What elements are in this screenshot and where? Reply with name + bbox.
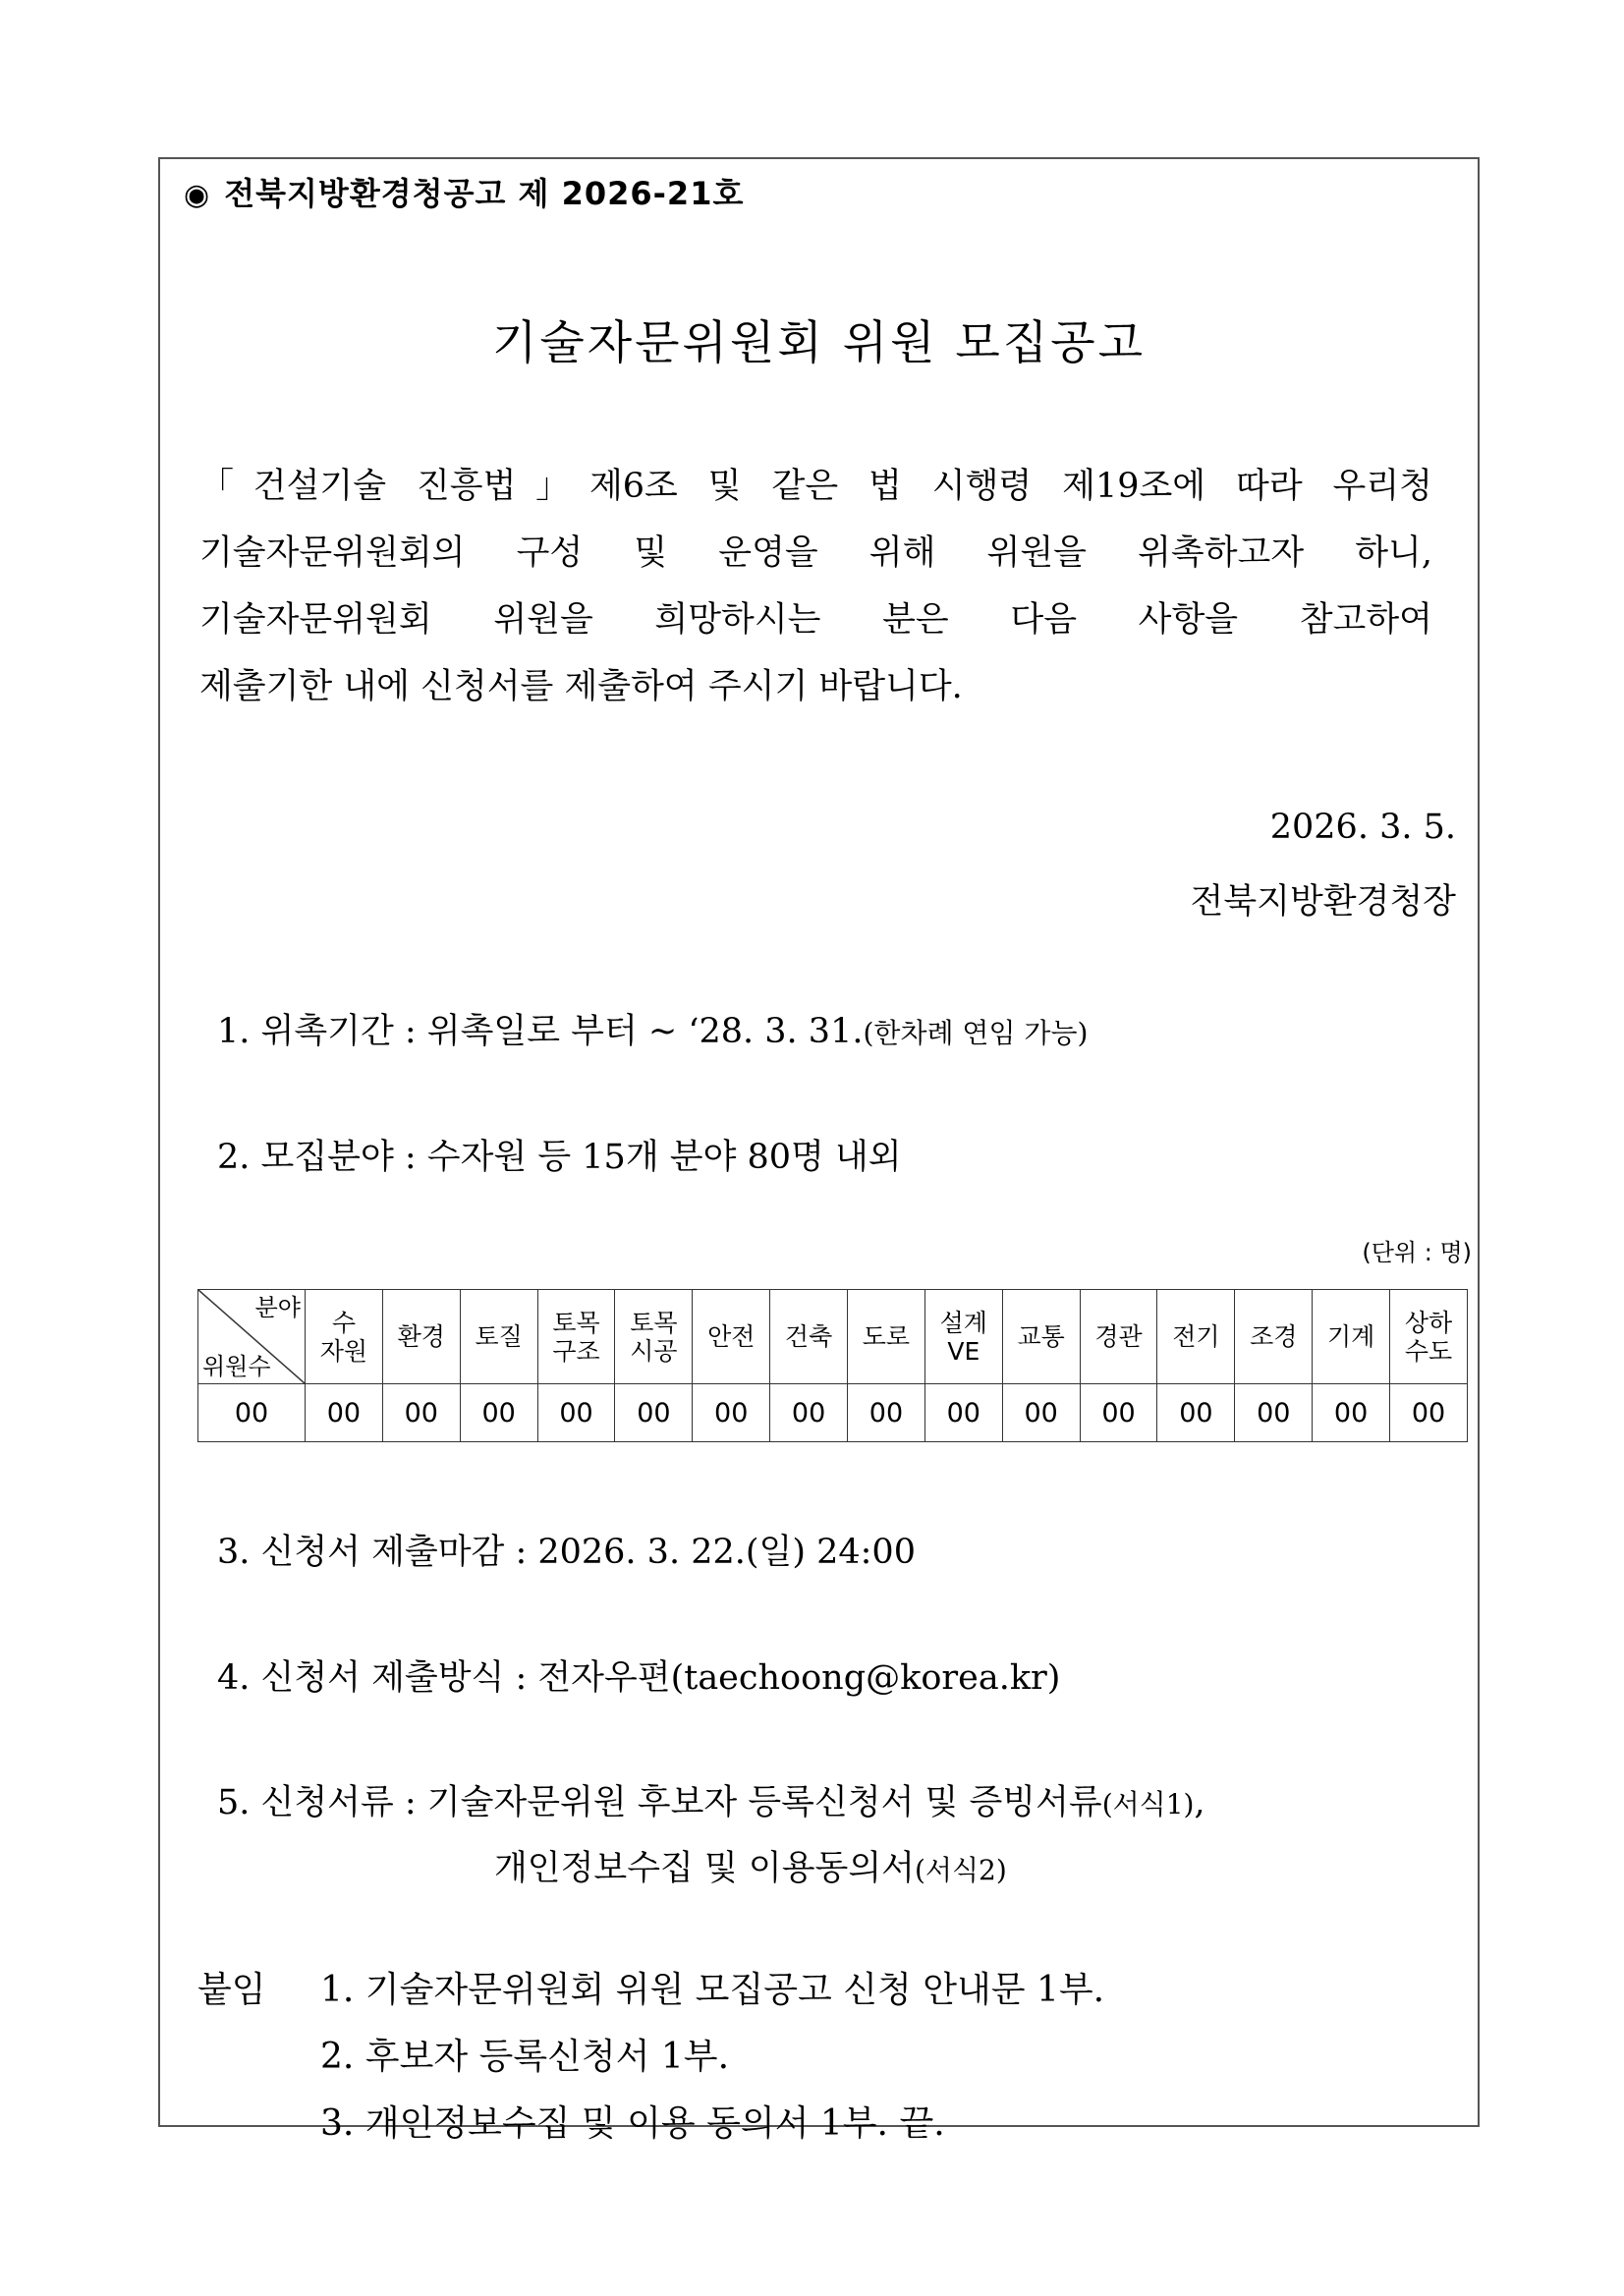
intro-line-3: 기술자문위원회 위원을 희망하시는 분은 다음 사항을 참고하여 bbox=[199, 600, 1432, 640]
item-5-line-2-text: 개인정보수집 및 이용동의서 bbox=[494, 1849, 915, 1888]
header-cell: 토목 구조 bbox=[537, 1290, 615, 1384]
header-cell: 전기 bbox=[1157, 1290, 1235, 1384]
value-cell: 00 bbox=[198, 1384, 306, 1442]
value-cell: 00 bbox=[382, 1384, 460, 1442]
header-cell: 설계 VE bbox=[924, 1290, 1002, 1384]
value-cell: 00 bbox=[770, 1384, 848, 1442]
value-cell: 00 bbox=[460, 1384, 537, 1442]
intro-line-4: 제출기한 내에 신청서를 제출하여 주시기 바랍니다. bbox=[199, 667, 963, 706]
table-header-row bbox=[198, 1290, 1468, 1384]
value-cell: 00 bbox=[1313, 1384, 1390, 1442]
header-cell: 교통 bbox=[1002, 1290, 1080, 1384]
header-cell: 도로 bbox=[848, 1290, 925, 1384]
item-5-line-2 bbox=[494, 1841, 1007, 1890]
intro-line-1: 「건설기술 진흥법」제6조 및 같은 법 시행령 제19조에 따라 우리청 bbox=[199, 467, 1432, 506]
item-4: 4. 신청서 제출방식 : 전자우편(taechoong@korea.kr) bbox=[217, 1658, 1061, 1698]
attachments-label: 붙임 bbox=[197, 1970, 266, 2010]
item-5-note-2: (서식2) bbox=[914, 1854, 1007, 1886]
item-1-label: 1. 위촉기간 : 위촉일로 부터 ~ ‘28. 3. 31. bbox=[217, 1012, 864, 1051]
value-cell: 00 bbox=[693, 1384, 770, 1442]
item-1-note: (한차례 연임 가능) bbox=[863, 1017, 1089, 1049]
value-cell: 00 bbox=[1157, 1384, 1235, 1442]
header-cell: 기계 bbox=[1313, 1290, 1390, 1384]
header-cell: 토질 bbox=[460, 1290, 537, 1384]
page-title: 기술자문위원회 위원 모집공고 bbox=[491, 316, 1147, 370]
item-2: 2. 모집분야 : 수자원 등 15개 분야 80명 내외 bbox=[217, 1138, 902, 1177]
header-cell: 건축 bbox=[770, 1290, 848, 1384]
value-cell: 00 bbox=[1390, 1384, 1468, 1442]
attachment-line-2: 2. 후보자 등록신청서 1부. bbox=[320, 2037, 730, 2077]
header-cell: 상하 수도 bbox=[1390, 1290, 1468, 1384]
item-5 bbox=[217, 1775, 1205, 1824]
value-cell: 00 bbox=[537, 1384, 615, 1442]
issuer: 전북지방환경청장 bbox=[1190, 882, 1456, 922]
notice-date: 2026. 3. 5. bbox=[1269, 808, 1456, 847]
corner-bottom-label: 위원수 bbox=[202, 1353, 271, 1380]
value-cell: 00 bbox=[924, 1384, 1002, 1442]
value-cell: 00 bbox=[1080, 1384, 1157, 1442]
header-cell: 토목 시공 bbox=[615, 1290, 693, 1384]
quota-table bbox=[197, 1289, 1468, 1442]
header-cell: 안전 bbox=[693, 1290, 770, 1384]
header-cell: 환경 bbox=[382, 1290, 460, 1384]
notice-frame bbox=[158, 157, 1480, 2144]
value-cell: 00 bbox=[848, 1384, 925, 1442]
value-cell: 00 bbox=[615, 1384, 693, 1442]
header-cell: 조경 bbox=[1235, 1290, 1313, 1384]
item-3: 3. 신청서 제출마감 : 2026. 3. 22.(일) 24:00 bbox=[217, 1533, 916, 1572]
value-cell: 00 bbox=[1235, 1384, 1313, 1442]
table-corner-cell bbox=[198, 1290, 306, 1384]
corner-top-label: 분야 bbox=[254, 1294, 301, 1321]
item-1 bbox=[217, 1004, 1088, 1053]
item-5-comma: , bbox=[1194, 1783, 1205, 1822]
attachment-line-3: 3. 개인정보수집 및 이용 동의서 1부. 끝. bbox=[320, 2103, 945, 2144]
unit-label: (단위 : 명) bbox=[1362, 1239, 1472, 1266]
header-cell: 수 자원 bbox=[306, 1290, 383, 1384]
value-cell: 00 bbox=[306, 1384, 383, 1442]
item-5-label: 5. 신청서류 : 기술자문위원 후보자 등록신청서 및 증빙서류 bbox=[217, 1783, 1102, 1822]
bullet-icon: ◉ bbox=[184, 178, 211, 212]
attachment-line-1: 1. 기술자문위원회 위원 모집공고 신청 안내문 1부. bbox=[320, 1970, 1105, 2010]
notice-number-text: 전북지방환경청공고 제 2026-21호 bbox=[224, 175, 745, 212]
intro-line-2: 기술자문위원회의 구성 및 운영을 위해 위원을 위촉하고자 하니, bbox=[199, 533, 1432, 573]
header-cell: 경관 bbox=[1080, 1290, 1157, 1384]
table-row bbox=[198, 1384, 1468, 1442]
notice-number bbox=[184, 169, 744, 214]
value-cell: 00 bbox=[1002, 1384, 1080, 1442]
item-5-note-1: (서식1) bbox=[1101, 1788, 1195, 1820]
